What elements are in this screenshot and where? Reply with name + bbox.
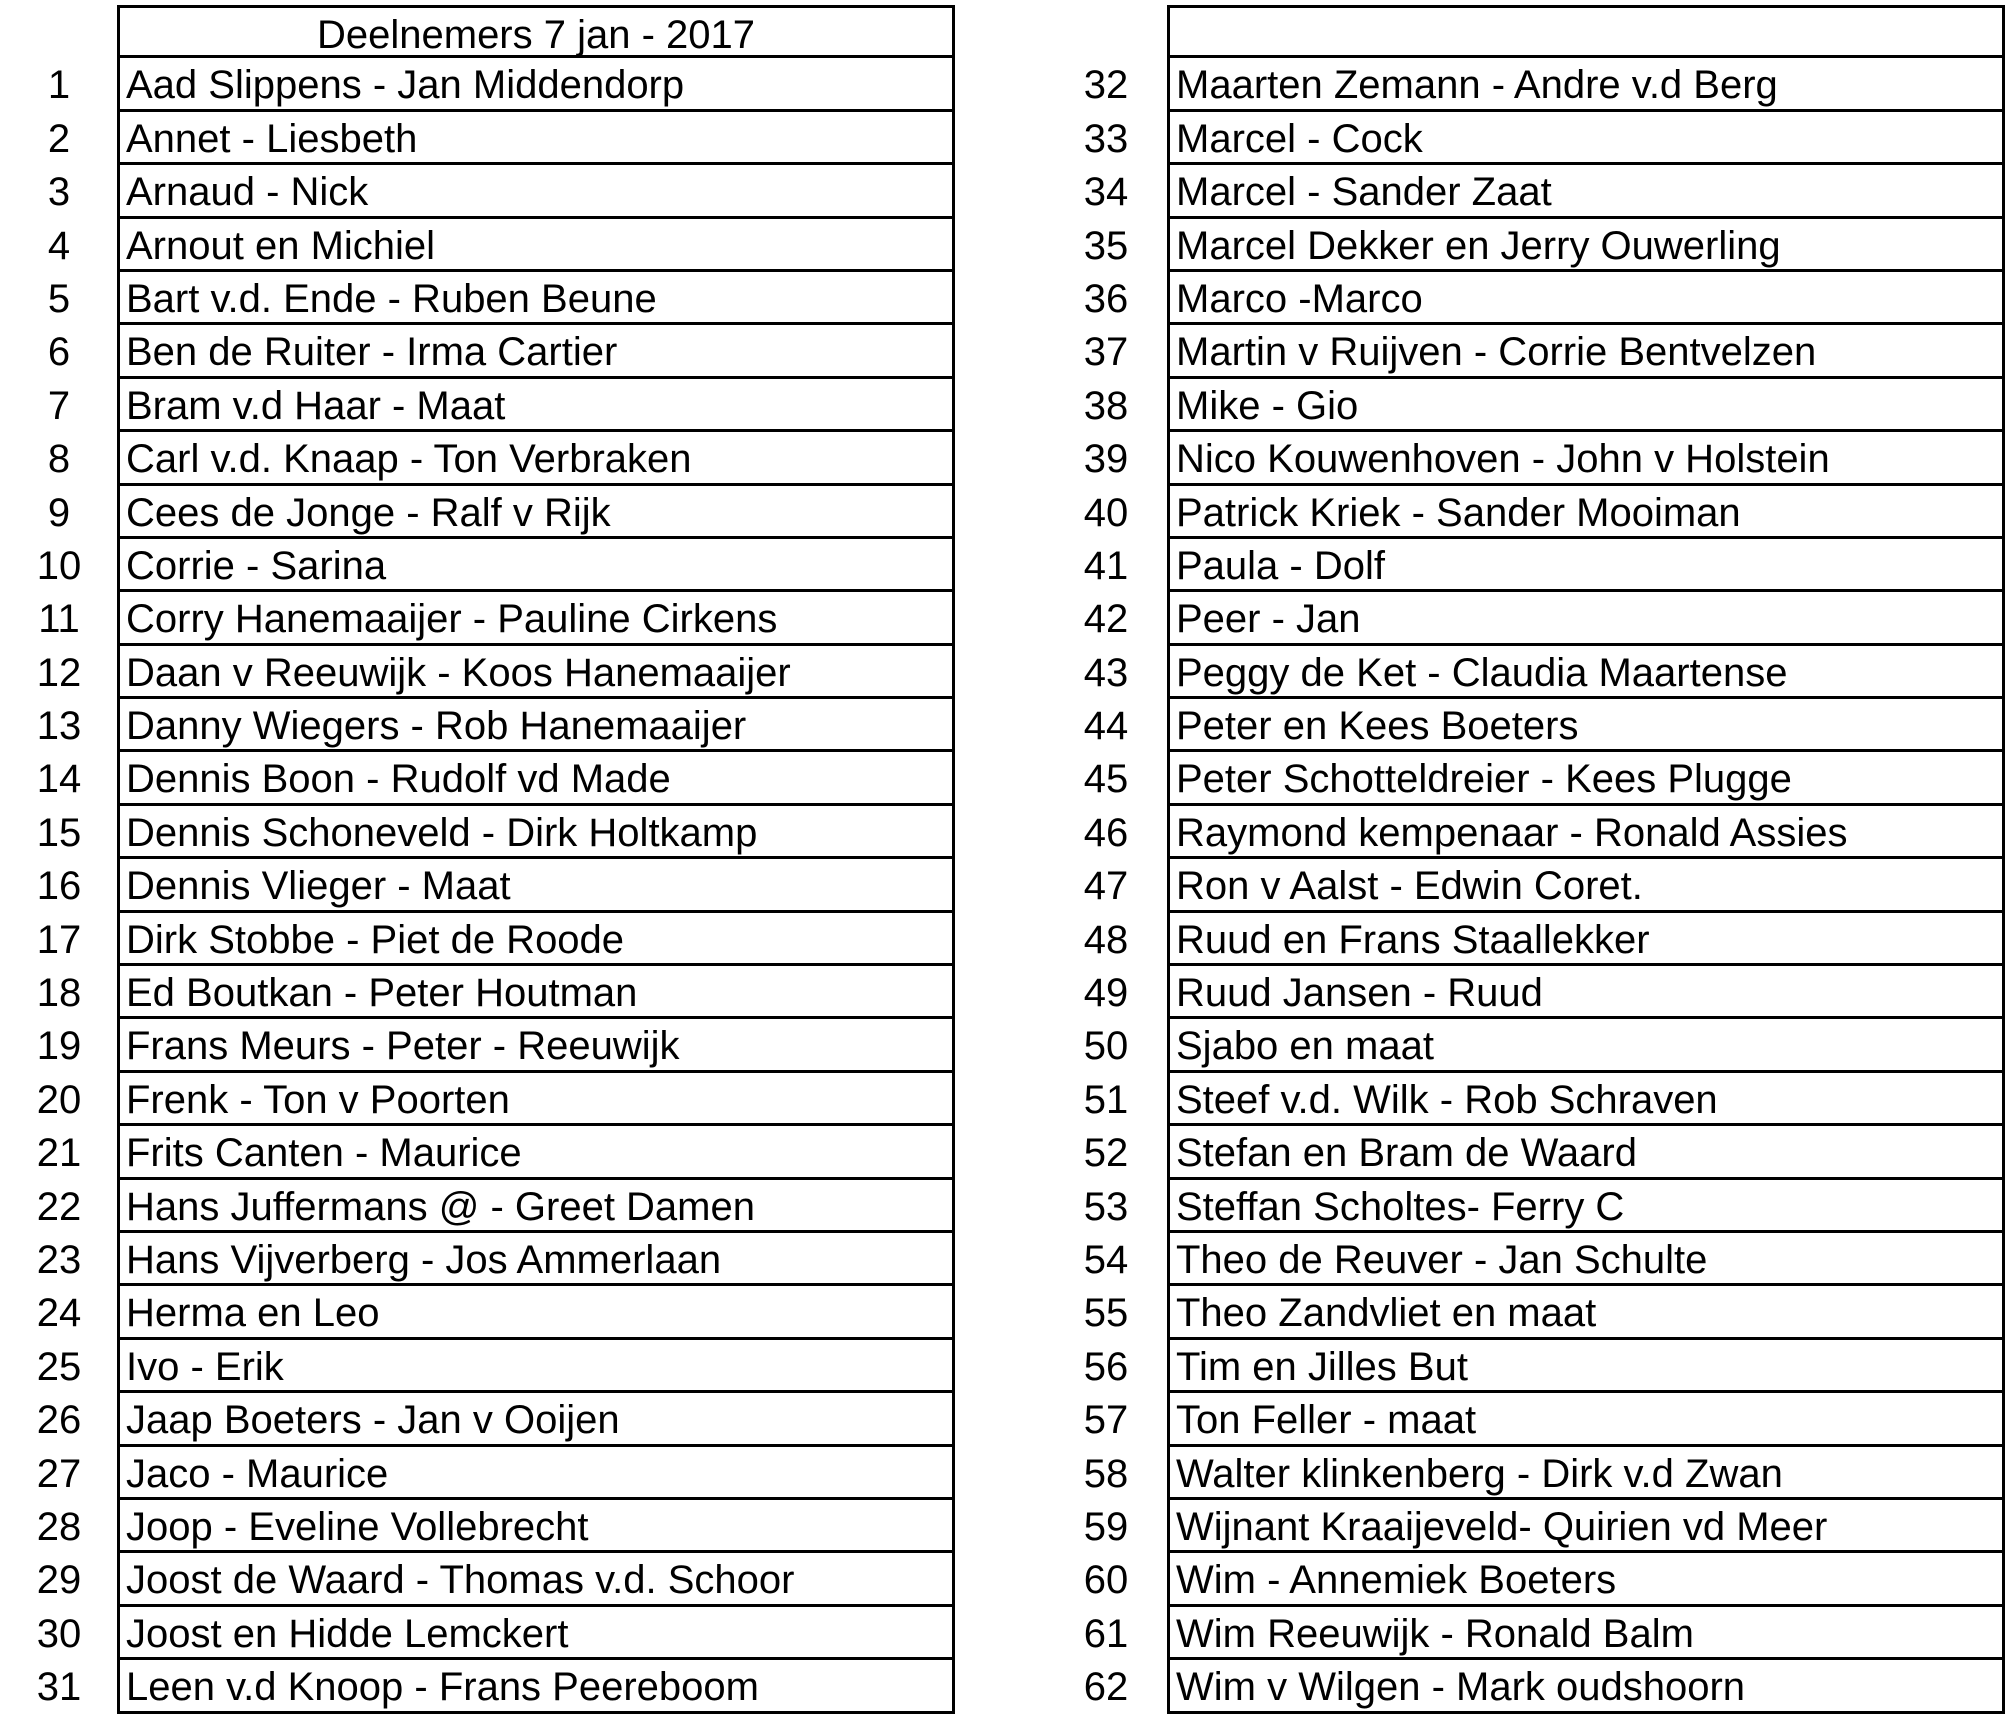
participant-name: Maarten Zemann - Andre v.d Berg — [1167, 58, 2005, 111]
participant-number: 47 — [1083, 864, 1129, 909]
participant-name: Peggy de Ket - Claudia Maartense — [1167, 646, 2005, 699]
participant-name: Sjabo en maat — [1167, 1019, 2005, 1072]
participant-number: 57 — [1083, 1398, 1129, 1443]
participant-name: Stefan en Bram de Waard — [1167, 1126, 2005, 1179]
participant-number: 59 — [1083, 1504, 1129, 1549]
participant-name: Dennis Boon - Rudolf vd Made — [117, 752, 955, 805]
participant-number: 37 — [1083, 330, 1129, 375]
participant-number: 39 — [1083, 437, 1129, 482]
participant-name: Marcel - Sander Zaat — [1167, 165, 2005, 218]
right-header-cell — [1167, 5, 2005, 58]
participant-number: 30 — [36, 1611, 82, 1656]
participant-number: 14 — [36, 757, 82, 802]
participant-name: Daan v Reeuwijk - Koos Hanemaaijer — [117, 646, 955, 699]
participant-number: 8 — [47, 437, 71, 482]
participant-number: 21 — [36, 1131, 82, 1176]
participant-number: 28 — [36, 1504, 82, 1549]
participant-name: Annet - Liesbeth — [117, 112, 955, 165]
participant-number: 9 — [47, 490, 71, 535]
participant-name: Frans Meurs - Peter - Reeuwijk — [117, 1019, 955, 1072]
participant-number: 41 — [1083, 543, 1129, 588]
sheet-title: Deelnemers 7 jan - 2017 — [117, 5, 955, 58]
participant-number: 18 — [36, 971, 82, 1016]
participant-name: Frits Canten - Maurice — [117, 1126, 955, 1179]
participant-number: 52 — [1083, 1131, 1129, 1176]
participant-number: 43 — [1083, 650, 1129, 695]
participant-number: 53 — [1083, 1184, 1129, 1229]
participant-number: 10 — [36, 543, 82, 588]
participant-name: Steef v.d. Wilk - Rob Schraven — [1167, 1073, 2005, 1126]
participant-number: 12 — [36, 650, 82, 695]
participant-number: 58 — [1083, 1451, 1129, 1496]
participant-name: Jaap Boeters - Jan v Ooijen — [117, 1393, 955, 1446]
participant-number: 62 — [1083, 1665, 1129, 1710]
participant-name: Danny Wiegers - Rob Hanemaaijer — [117, 699, 955, 752]
participant-name: Jaco - Maurice — [117, 1447, 955, 1500]
participant-number: 29 — [36, 1558, 82, 1603]
participant-number: 20 — [36, 1077, 82, 1122]
participant-number: 49 — [1083, 971, 1129, 1016]
participant-name: Marcel - Cock — [1167, 112, 2005, 165]
participant-name: Herma en Leo — [117, 1286, 955, 1339]
participant-name: Nico Kouwenhoven - John v Holstein — [1167, 432, 2005, 485]
participant-name: Joop - Eveline Vollebrecht — [117, 1500, 955, 1553]
participant-number: 40 — [1083, 490, 1129, 535]
participant-name: Ivo - Erik — [117, 1340, 955, 1393]
participant-number: 27 — [36, 1451, 82, 1496]
participant-name: Ron v Aalst - Edwin Coret. — [1167, 859, 2005, 912]
participant-name: Theo de Reuver - Jan Schulte — [1167, 1233, 2005, 1286]
participant-number: 35 — [1083, 223, 1129, 268]
participant-name: Marcel Dekker en Jerry Ouwerling — [1167, 219, 2005, 272]
participant-name: Hans Vijverberg - Jos Ammerlaan — [117, 1233, 955, 1286]
participant-number: 3 — [47, 170, 71, 215]
participant-name: Peter en Kees Boeters — [1167, 699, 2005, 752]
participant-name: Bart v.d. Ende - Ruben Beune — [117, 272, 955, 325]
participant-name: Walter klinkenberg - Dirk v.d Zwan — [1167, 1447, 2005, 1500]
participant-name: Patrick Kriek - Sander Mooiman — [1167, 486, 2005, 539]
participant-number: 61 — [1083, 1611, 1129, 1656]
participant-number: 54 — [1083, 1237, 1129, 1282]
participant-name: Leen v.d Knoop - Frans Peereboom — [117, 1660, 955, 1713]
participant-number: 5 — [47, 276, 71, 321]
participant-name: Theo Zandvliet en maat — [1167, 1286, 2005, 1339]
participant-name: Corry Hanemaaijer - Pauline Cirkens — [117, 592, 955, 645]
participant-number: 4 — [47, 223, 71, 268]
participant-name: Arnaud - Nick — [117, 165, 955, 218]
participant-name: Joost en Hidde Lemckert — [117, 1607, 955, 1660]
participant-number: 23 — [36, 1237, 82, 1282]
participant-name: Ton Feller - maat — [1167, 1393, 2005, 1446]
participant-number: 11 — [38, 597, 80, 642]
participant-number: 1 — [47, 63, 71, 108]
participant-name: Peter Schotteldreier - Kees Plugge — [1167, 752, 2005, 805]
participant-name: Ruud en Frans Staallekker — [1167, 913, 2005, 966]
participant-name: Martin v Ruijven - Corrie Bentvelzen — [1167, 325, 2005, 378]
participant-number: 50 — [1083, 1024, 1129, 1069]
participant-name: Dennis Schoneveld - Dirk Holtkamp — [117, 806, 955, 859]
participant-number: 2 — [47, 116, 71, 161]
participant-number: 15 — [36, 810, 82, 855]
participant-name: Peer - Jan — [1167, 592, 2005, 645]
participant-name: Paula - Dolf — [1167, 539, 2005, 592]
participant-name: Mike - Gio — [1167, 379, 2005, 432]
participant-number: 45 — [1083, 757, 1129, 802]
participant-number: 38 — [1083, 383, 1129, 428]
participant-number: 16 — [36, 864, 82, 909]
participant-number: 25 — [36, 1344, 82, 1389]
participant-number: 51 — [1083, 1077, 1129, 1122]
participant-name: Wim v Wilgen - Mark oudshoorn — [1167, 1660, 2005, 1713]
participant-number: 6 — [47, 330, 71, 375]
participant-number: 36 — [1083, 276, 1129, 321]
participant-number: 42 — [1083, 597, 1129, 642]
participant-name: Wijnant Kraaijeveld- Quirien vd Meer — [1167, 1500, 2005, 1553]
participant-name: Bram v.d Haar - Maat — [117, 379, 955, 432]
participant-name: Frenk - Ton v Poorten — [117, 1073, 955, 1126]
participant-number: 13 — [36, 704, 82, 749]
participant-number: 60 — [1083, 1558, 1129, 1603]
participant-name: Ruud Jansen - Ruud — [1167, 966, 2005, 1019]
participant-name: Dennis Vlieger - Maat — [117, 859, 955, 912]
participant-name: Corrie - Sarina — [117, 539, 955, 592]
participant-name: Carl v.d. Knaap - Ton Verbraken — [117, 432, 955, 485]
participant-name: Dirk Stobbe - Piet de Roode — [117, 913, 955, 966]
participant-number: 19 — [36, 1024, 82, 1069]
participant-name: Joost de Waard - Thomas v.d. Schoor — [117, 1553, 955, 1606]
participant-number: 33 — [1083, 116, 1129, 161]
participant-number: 46 — [1083, 810, 1129, 855]
participant-name: Cees de Jonge - Ralf v Rijk — [117, 486, 955, 539]
participant-number: 55 — [1083, 1291, 1129, 1336]
participant-name: Aad Slippens - Jan Middendorp — [117, 58, 955, 111]
participant-name: Raymond kempenaar - Ronald Assies — [1167, 806, 2005, 859]
participant-number: 48 — [1083, 917, 1129, 962]
participant-name: Wim Reeuwijk - Ronald Balm — [1167, 1607, 2005, 1660]
participant-name: Wim - Annemiek Boeters — [1167, 1553, 2005, 1606]
participant-number: 26 — [36, 1398, 82, 1443]
participant-name: Ed Boutkan - Peter Houtman — [117, 966, 955, 1019]
participant-number: 7 — [47, 383, 71, 428]
participant-number: 34 — [1083, 170, 1129, 215]
participant-number: 22 — [36, 1184, 82, 1229]
participant-number: 32 — [1083, 63, 1129, 108]
participant-number: 56 — [1083, 1344, 1129, 1389]
participant-name: Marco -Marco — [1167, 272, 2005, 325]
participant-number: 31 — [36, 1665, 82, 1710]
participant-name: Hans Juffermans @ - Greet Damen — [117, 1180, 955, 1233]
participant-number: 24 — [36, 1291, 82, 1336]
participant-number: 44 — [1083, 704, 1129, 749]
participant-name: Ben de Ruiter - Irma Cartier — [117, 325, 955, 378]
participant-name: Steffan Scholtes- Ferry C — [1167, 1180, 2005, 1233]
participant-name: Arnout en Michiel — [117, 219, 955, 272]
participant-name: Tim en Jilles But — [1167, 1340, 2005, 1393]
participant-number: 17 — [36, 917, 82, 962]
